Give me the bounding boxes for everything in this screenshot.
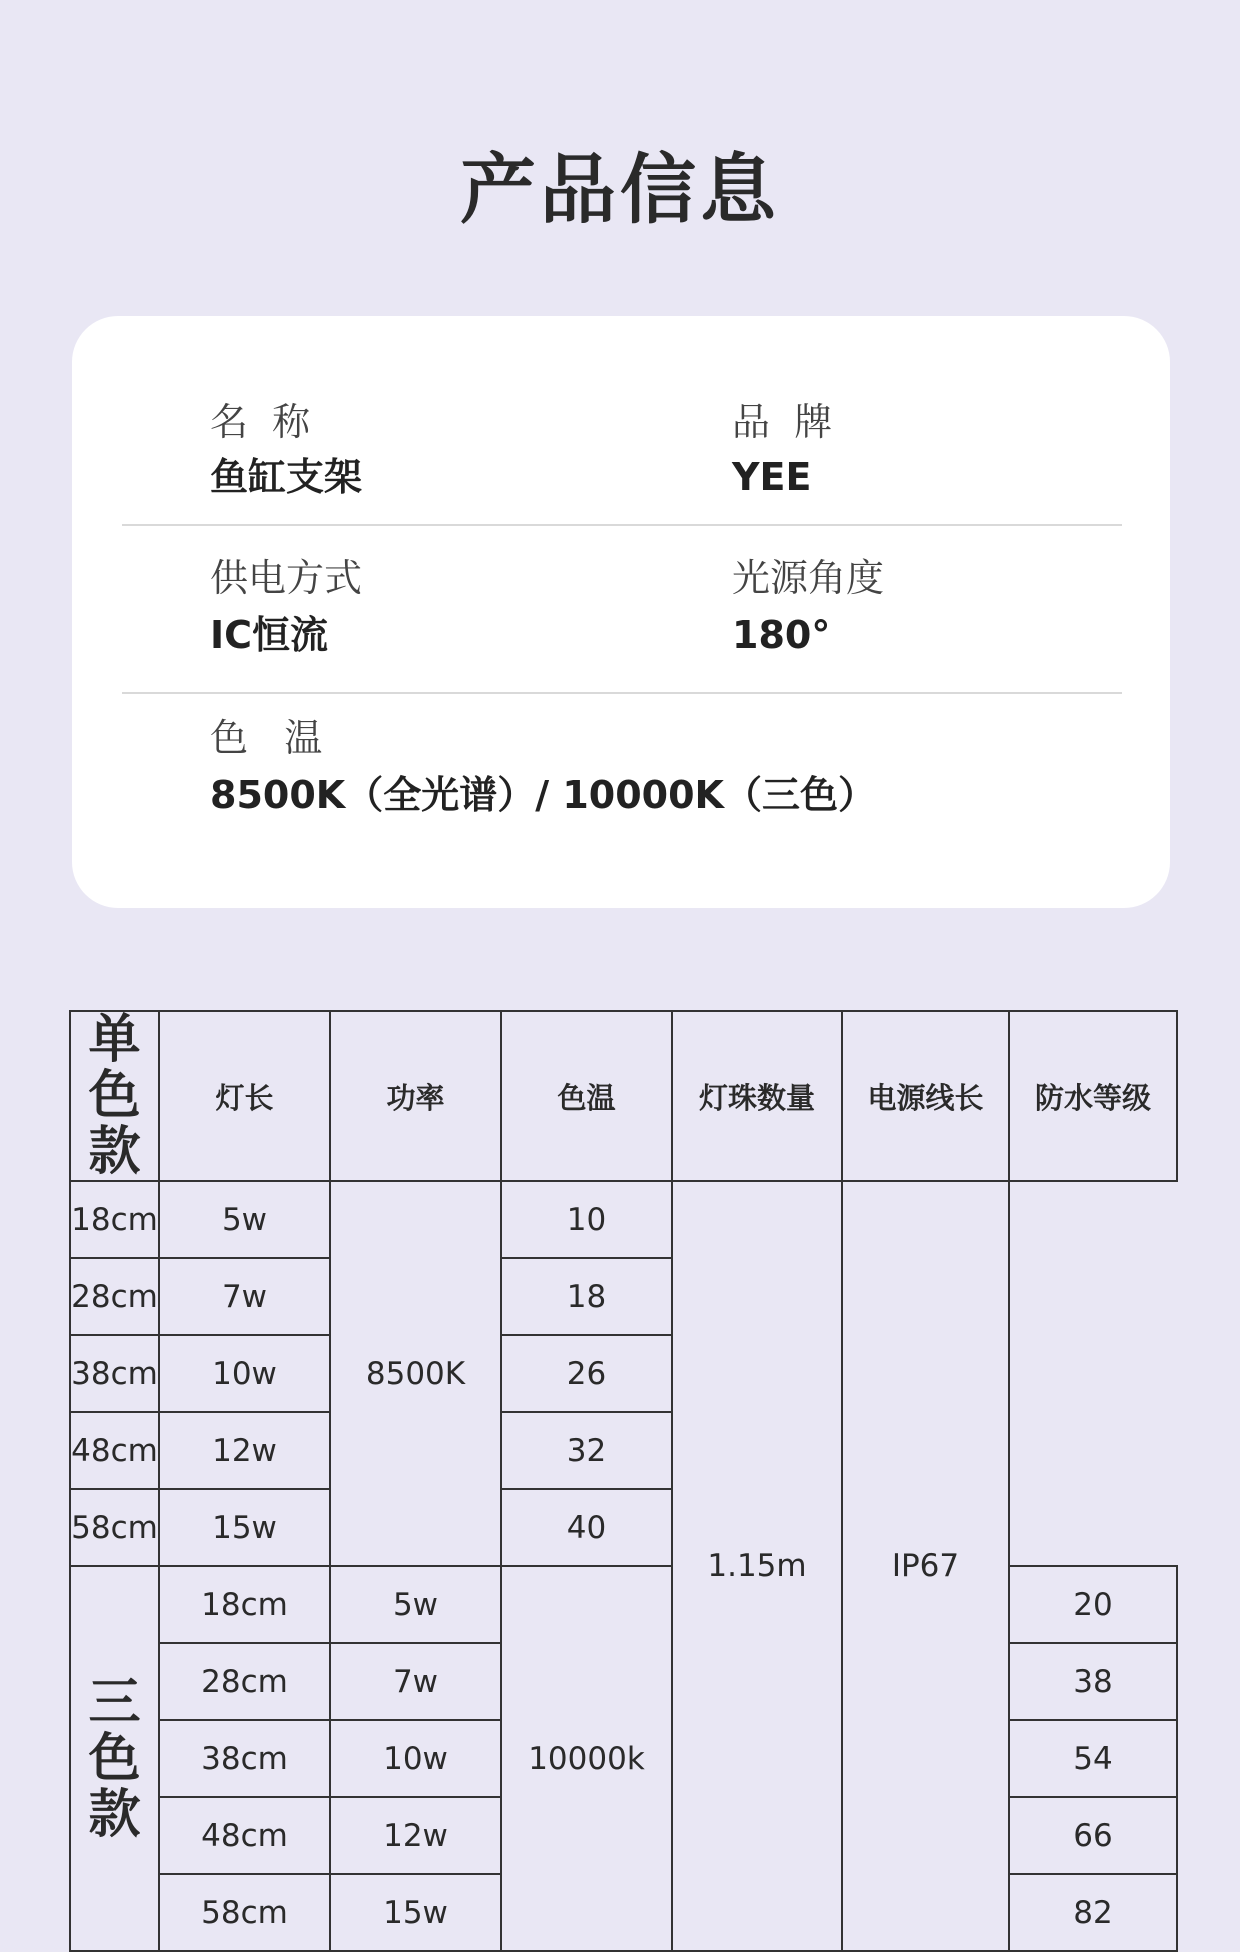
bead-count-cell: 32 xyxy=(501,1412,672,1489)
header-color-temp: 色温 xyxy=(501,1011,672,1181)
bead-count-cell: 26 xyxy=(501,1335,672,1412)
product-info-card xyxy=(72,316,1170,908)
power-cell: 12w xyxy=(330,1797,501,1874)
header-bead-count: 灯珠数量 xyxy=(672,1011,842,1181)
brand-value: YEE xyxy=(732,455,812,499)
length-cell: 58cm xyxy=(70,1489,159,1566)
table-header-row xyxy=(70,1011,1177,1181)
header-cable-length: 电源线长 xyxy=(842,1011,1009,1181)
length-cell: 38cm xyxy=(70,1335,159,1412)
brand-label: 品 牌 xyxy=(732,400,833,444)
power-cell: 7w xyxy=(159,1258,330,1335)
bead-count-cell: 66 xyxy=(1009,1797,1177,1874)
divider xyxy=(122,524,1122,526)
color-temp-cell: 8500K xyxy=(330,1181,501,1566)
length-cell: 28cm xyxy=(159,1643,330,1720)
spec-table xyxy=(69,1010,1178,1952)
power-cell: 15w xyxy=(159,1489,330,1566)
bead-count-cell: 40 xyxy=(501,1489,672,1566)
bead-count-cell: 10 xyxy=(501,1181,672,1258)
power-cell: 10w xyxy=(330,1720,501,1797)
power-cell: 10w xyxy=(159,1335,330,1412)
table-row xyxy=(70,1566,1177,1643)
name-label: 名 称 xyxy=(210,400,311,444)
power-cell: 15w xyxy=(330,1874,501,1951)
bead-count-cell: 82 xyxy=(1009,1874,1177,1951)
table-row xyxy=(70,1489,1177,1566)
light-angle-value: 180° xyxy=(732,613,831,657)
group-label-tri-color: 三 色 款 xyxy=(70,1566,159,1951)
group-label-single-color: 单 色 款 xyxy=(70,1011,159,1181)
bead-count-cell: 38 xyxy=(1009,1643,1177,1720)
length-cell: 28cm xyxy=(70,1258,159,1335)
length-cell: 18cm xyxy=(159,1566,330,1643)
table-row xyxy=(70,1335,1177,1412)
light-angle-label: 光源角度 xyxy=(732,556,885,600)
table-row xyxy=(70,1412,1177,1489)
power-cell: 5w xyxy=(159,1181,330,1258)
bead-count-cell: 18 xyxy=(501,1258,672,1335)
header-power: 功率 xyxy=(330,1011,501,1181)
table-row xyxy=(70,1181,1177,1258)
color-temp-cell: 10000k xyxy=(501,1566,672,1951)
color-temp-value: 8500K（全光谱）/ 10000K（三色） xyxy=(210,773,876,817)
power-cell: 5w xyxy=(330,1566,501,1643)
header-waterproof: 防水等级 xyxy=(1009,1011,1177,1181)
length-cell: 58cm xyxy=(159,1874,330,1951)
divider xyxy=(122,692,1122,694)
color-temp-label: 色 温 xyxy=(210,716,323,760)
table-row xyxy=(70,1258,1177,1335)
power-cell: 7w xyxy=(330,1643,501,1720)
power-supply-label: 供电方式 xyxy=(210,556,363,600)
bead-count-cell: 20 xyxy=(1009,1566,1177,1643)
bead-count-cell: 54 xyxy=(1009,1720,1177,1797)
length-cell: 18cm xyxy=(70,1181,159,1258)
name-value: 鱼缸支架 xyxy=(210,455,363,499)
length-cell: 48cm xyxy=(70,1412,159,1489)
page-title: 产品信息 xyxy=(460,145,780,234)
length-cell: 38cm xyxy=(159,1720,330,1797)
length-cell: 48cm xyxy=(159,1797,330,1874)
cable-length-cell: 1.15m xyxy=(672,1181,842,1951)
power-supply-value: IC恒流 xyxy=(210,613,329,657)
header-length: 灯长 xyxy=(159,1011,330,1181)
power-cell: 12w xyxy=(159,1412,330,1489)
waterproof-cell: IP67 xyxy=(842,1181,1009,1951)
